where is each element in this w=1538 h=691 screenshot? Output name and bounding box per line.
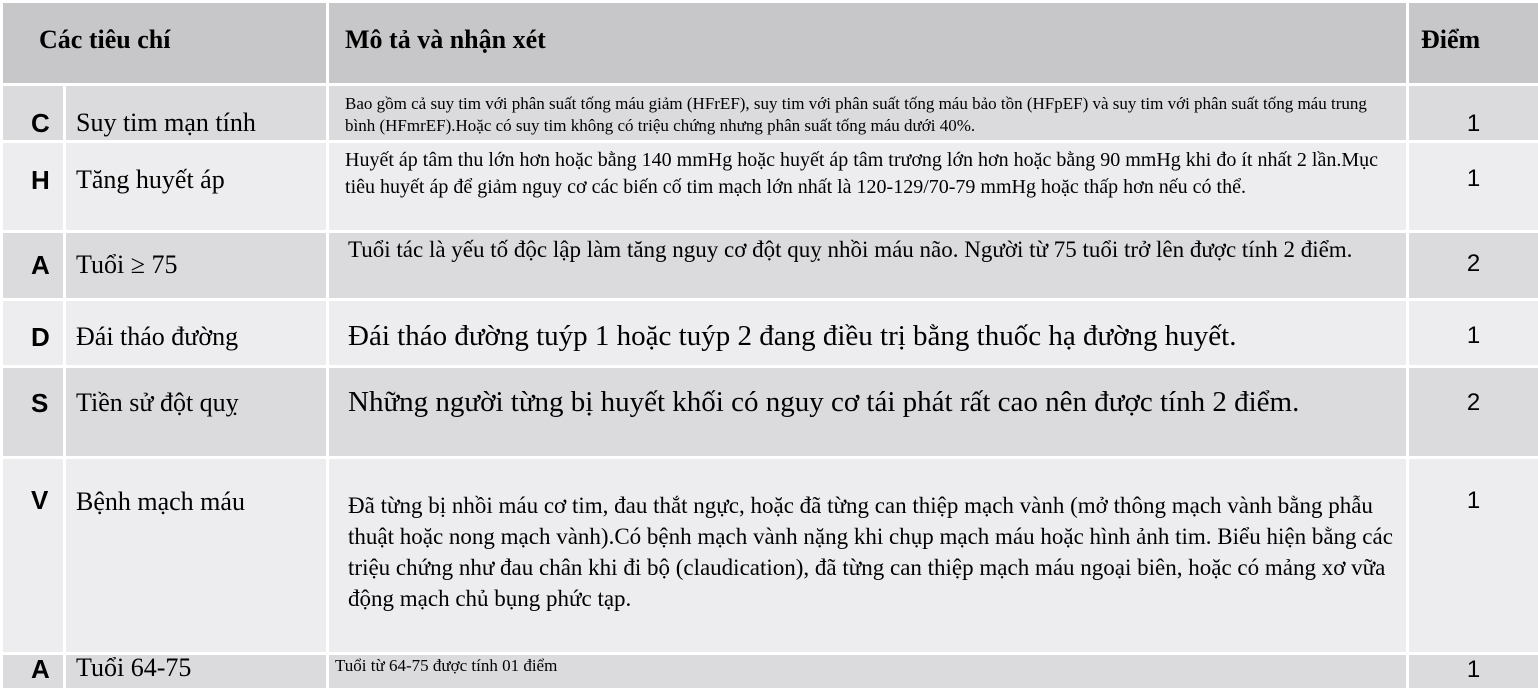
criterion-score: 1 xyxy=(1408,654,1538,690)
criterion-letter: D xyxy=(2,300,65,367)
criterion-letter: V xyxy=(2,458,65,654)
criterion-name: Bệnh mạch máu xyxy=(65,458,328,654)
criterion-score: 1 xyxy=(1408,85,1538,142)
criterion-score: 2 xyxy=(1408,232,1538,300)
criterion-score: 2 xyxy=(1408,367,1538,458)
criterion-score: 1 xyxy=(1408,300,1538,367)
table-row xyxy=(2,654,1538,690)
criterion-name: Tăng huyết áp xyxy=(65,142,328,232)
table-row xyxy=(2,232,1538,300)
header-description: Mô tả và nhận xét xyxy=(328,2,1408,85)
criterion-description: Tuổi từ 64-75 được tính 01 điểm xyxy=(328,654,1408,690)
criterion-letter: H xyxy=(2,142,65,232)
criterion-score: 1 xyxy=(1408,142,1538,232)
criterion-description: Bao gồm cả suy tim với phân suất tống máu giảm (HFrEF), suy tim với phân suất tống máu bảo tồn (HFpEF) và suy tim với phân suất tống máu trung bình (HFmrEF).Hoặc có suy tim không có triệu chứng nhưng phân suất tống máu dưới 40%. xyxy=(328,85,1408,142)
criterion-letter: C xyxy=(2,85,65,142)
criterion-name: Tiền sử đột quỵ xyxy=(65,367,328,458)
table-row xyxy=(2,367,1538,458)
table-row xyxy=(2,300,1538,367)
criterion-letter: A xyxy=(2,232,65,300)
criterion-letter: A xyxy=(2,654,65,690)
criterion-description: Tuổi tác là yếu tố độc lập làm tăng nguy cơ đột quỵ nhồi máu não. Người từ 75 tuổi trở lên được tính 2 điểm. xyxy=(328,232,1408,300)
criterion-name: Suy tim mạn tính xyxy=(65,85,328,142)
criterion-letter: S xyxy=(2,367,65,458)
table-row xyxy=(2,85,1538,142)
criterion-name: Tuổi 64-75 xyxy=(65,654,328,690)
criterion-name: Tuổi ≥ 75 xyxy=(65,232,328,300)
criterion-description: Đái tháo đường tuýp 1 hoặc tuýp 2 đang điều trị bằng thuốc hạ đường huyết. xyxy=(328,300,1408,367)
criterion-description: Đã từng bị nhồi máu cơ tim, đau thắt ngực, hoặc đã từng can thiệp mạch vành (mở thông mạch vành bằng phẫu thuật hoặc nong mạch vành).Có bệnh mạch vành nặng khi chụp mạch máu hoặc hình ảnh tim. Biểu hiện bằng các triệu chứng như đau chân khi đi bộ (claudication), đã từng can thiệp mạch máu ngoại biên, hoặc có mảng xơ vữa động mạch chủ bụng phức tạp. xyxy=(328,458,1408,654)
criterion-description: Những người từng bị huyết khối có nguy cơ tái phát rất cao nên được tính 2 điểm. xyxy=(328,367,1408,458)
table-row xyxy=(2,458,1538,654)
criterion-name: Đái tháo đường xyxy=(65,300,328,367)
criterion-score: 1 xyxy=(1408,458,1538,654)
header-score: Điểm xyxy=(1408,2,1538,85)
table-row xyxy=(2,142,1538,232)
header-row xyxy=(2,2,1538,85)
header-criteria: Các tiêu chí xyxy=(2,2,328,85)
criterion-description: Huyết áp tâm thu lớn hơn hoặc bằng 140 mmHg hoặc huyết áp tâm trương lớn hơn hoặc bằng 90 mmHg khi đo ít nhất 2 lần.Mục tiêu huyết áp để giảm nguy cơ các biến cố tim mạch lớn nhất là 120-129/70-79 mmHg hoặc thấp hơn nếu có thể. xyxy=(328,142,1408,232)
